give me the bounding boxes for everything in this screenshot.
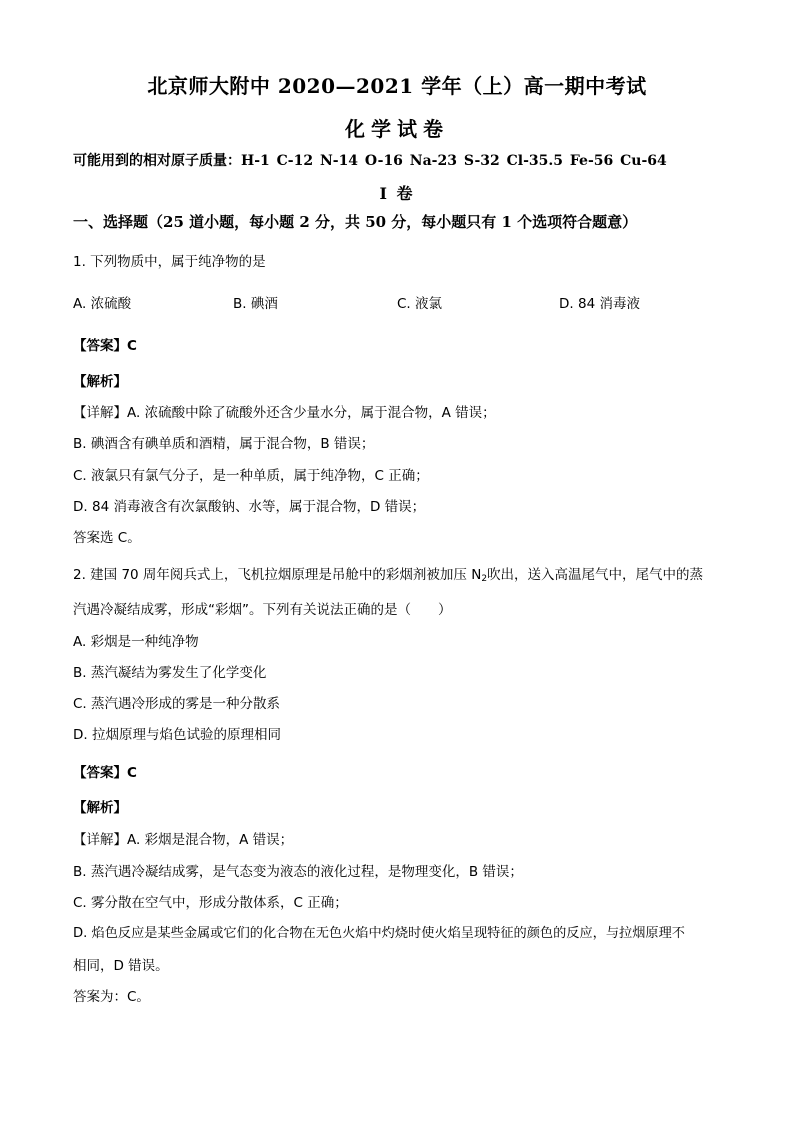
q2-option-c: C. 蒸汽遇冷形成的雾是一种分散系 — [73, 696, 281, 712]
q2-detail-line: C. 雾分散在空气中，形成分散体系，C 正确； — [73, 895, 348, 911]
q2-detail-line: 相同，D 错误。 — [73, 958, 169, 974]
q1-detail-line: B. 碘酒含有碘单质和酒精，属于混合物，B 错误； — [73, 436, 375, 452]
q2-stem-subscript: 2 — [481, 574, 488, 584]
q2-analysis-label: 【解析】 — [73, 800, 127, 816]
q1-answer: 【答案】C — [73, 338, 137, 354]
q2-stem-part: 2. 建国 70 周年阅兵式上，飞机拉烟原理是吊舱中的彩烟剂被加压 N — [73, 567, 482, 583]
q2-detail-line: D. 焰色反应是某些金属或它们的化合物在无色火焰中灼烧时使火焰呈现特征的颜色的反应，与拉烟原理不 — [73, 926, 685, 941]
q2-conclusion: 答案为：C。 — [73, 989, 150, 1005]
volume-heading: I 卷 — [379, 184, 415, 203]
question-2-stem-line2: 汽遇冷凝结成雾，形成“彩烟”。下列有关说法正确的是（ ） — [73, 602, 452, 618]
exam-title: 北京师大附中 2020—2021 学年（上）高一期中考试 — [147, 74, 647, 98]
atomic-masses-line: 可能用到的相对原子质量：H-1 C-12 N-14 O-16 Na-23 S-32 Cl-35.5 Fe-56 Cu-64 — [73, 153, 667, 169]
q1-detail-line: C. 液氯只有氯气分子，是一种单质，属于纯净物，C 正确； — [73, 468, 429, 484]
q1-conclusion: 答案选 C。 — [73, 530, 141, 546]
q1-option-c: C. 液氯 — [397, 296, 443, 312]
q2-detail-line: B. 蒸汽遇冷凝结成雾，是气态变为液态的液化过程，是物理变化，B 错误； — [73, 864, 523, 880]
q1-detail-line: D. 84 消毒液含有次氯酸钠、水等，属于混合物，D 错误； — [73, 499, 426, 515]
question-1-stem: 1. 下列物质中，属于纯净物的是 — [73, 254, 266, 270]
q1-option-a: A. 浓硫酸 — [73, 296, 132, 312]
q1-option-b: B. 碘酒 — [233, 296, 278, 312]
q1-analysis-label: 【解析】 — [73, 374, 127, 390]
q2-stem-part: 吹出，送入高温尾气中，尾气中的蒸 — [487, 567, 704, 583]
question-2-stem — [73, 563, 703, 584]
q2-option-b: B. 蒸汽凝结为雾发生了化学变化 — [73, 665, 267, 681]
q1-detail-line: 【详解】A. 浓硫酸中除了硫酸外还含少量水分，属于混合物，A 错误； — [73, 405, 496, 421]
q2-answer: 【答案】C — [73, 765, 137, 781]
section-heading: 一、选择题（25 道小题，每小题 2 分，共 50 分，每小题只有 1 个选项符合题意） — [73, 213, 638, 231]
q1-option-d: D. 84 消毒液 — [559, 296, 640, 312]
q2-option-d: D. 拉烟原理与焰色试验的原理相同 — [73, 727, 281, 743]
exam-subtitle: 化学试卷 — [345, 117, 449, 141]
q2-detail-line: 【详解】A. 彩烟是混合物，A 错误； — [73, 832, 294, 848]
q2-option-a: A. 彩烟是一种纯净物 — [73, 634, 199, 650]
